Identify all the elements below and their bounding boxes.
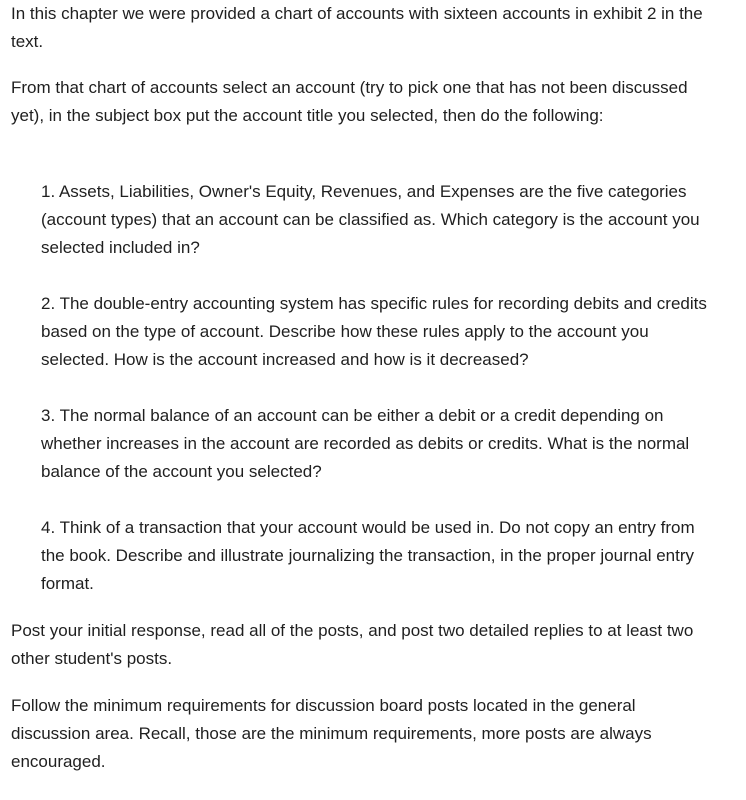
question-4: 4. Think of a transaction that your account would be used in. Do not copy an entry from the book. Describe and illustrate journalizing the transaction, in the proper journal entry format. xyxy=(41,518,695,593)
question-3: 3. The normal balance of an account can be either a debit or a credit depending on whether increases in the account are recorded as debits or credits. What is the normal balance of the account you selected? xyxy=(41,406,690,481)
requirements-paragraph: Follow the minimum requirements for discussion board posts located in the general discussion area. Recall, those are the minimum requirements, more posts are always encouraged. xyxy=(11,696,652,771)
instructions-paragraph: From that chart of accounts select an account (try to pick one that has not been discussed yet), in the subject box put the account title you selected, then do the following: xyxy=(11,78,688,125)
post-instructions-paragraph: Post your initial response, read all of the posts, and post two detailed replies to at least two other student's posts. xyxy=(11,621,694,668)
question-1: 1. Assets, Liabilities, Owner's Equity, Revenues, and Expenses are the five categories (account types) that an account can be classified as. Which category is the account you selected included in? xyxy=(41,182,700,257)
question-2: 2. The double-entry accounting system has specific rules for recording debits and credits based on the type of account. Describe how these rules apply to the account you selected. How is the account increased and how is it decreased? xyxy=(41,294,707,369)
intro-paragraph: In this chapter we were provided a chart of accounts with sixteen accounts in exhibit 2 in the text. xyxy=(11,4,703,51)
